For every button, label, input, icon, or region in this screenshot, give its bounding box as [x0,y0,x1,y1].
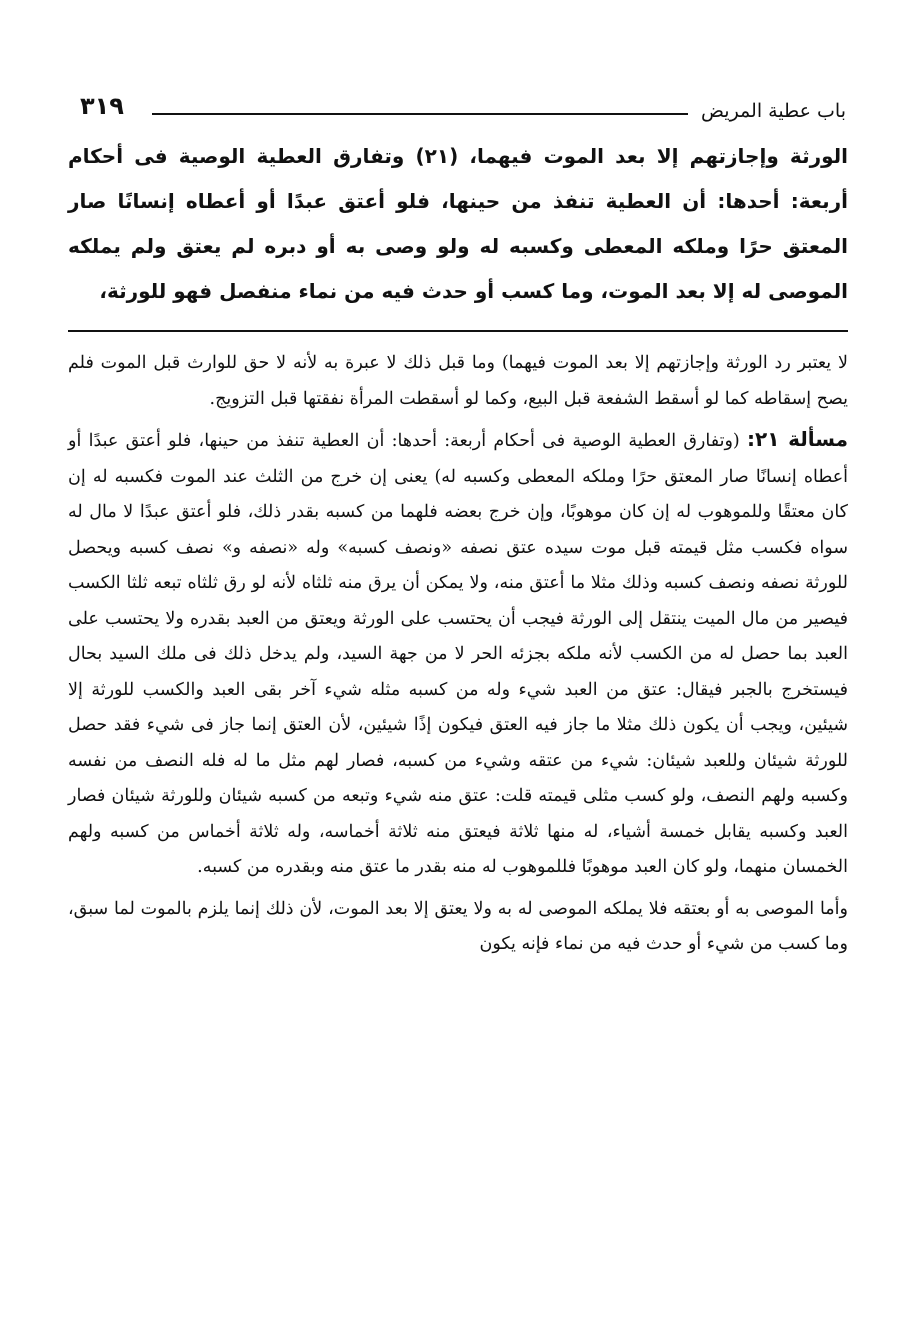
footnote-separator [68,330,848,332]
masala-label: مسألة ٢١: [747,427,848,451]
commentary-paragraph-2 [68,422,848,886]
main-text [68,134,848,314]
commentary [68,346,848,963]
commentary-paragraph-2-body: (وتفارق العطية الوصية فى أحكام أربعة: أحدها: أن العطية تنفذ من حينها، فلو أعتق عبدًا أو أعطاه إنسانًا صار المعتق حرًا وملكه المعطى وكسبه له) يعنى إن خرج من الثلث عند الموت فكسبه له إن كان معتقًا وللموهوب له إن كان موهوبًا، وإن خرج بعضه فلهما من كسبه بقدر ذلك، فلو أعتق عبدًا لا مال له سواه فكسب مثل قيمته قبل موت سيده عتق نصفه «ونصف كسبه» وله «نصفه و» نصف كسبه ويحصل للورثة نصفه ونصف كسبه وذلك مثلا ما أعتق منه، ولا يمكن أن يرق منه ثلثاه لأنه لو رق ثلثاه تبعه ثلثا الكسب فيصير من مال الميت ينتقل إلى الورثة فيجب أن يحتسب على الورثة ويعتق من العبد بقدره ولا يحتسب على العبد بما حصل له من الكسب لأنه ملكه بجزئه الحر لا من جهة السيد، ولم يدخل ذلك فى ملك السيد بحال فيستخرج بالجبر فيقال: عتق من العبد شيء وله من كسبه مثله شيء آخر بقى العبد والكسب للورثة إلا شيئين، ويجب أن يكون ذلك مثلا ما جاز فيه العتق فيكون إذًا شيئين، لأن العتق إنما جاز فى شيء فقد حصل للورثة شيئان وللعبد شيئان: شيء من عتقه وشيء من كسبه، فصار لهم مثل ما له فله النصف من نفسه وكسبه ولهم النصف، ولو كسب مثلى قيمته قلت: عتق منه شيء وتبعه من كسبه شيئان وللورثة شيئان فصار العبد وكسبه يقابل خمسة أشياء، له منها ثلاثة فيعتق منه ثلاثة أخماسه، وله ثلاثة أخماس من كسبه ولهم الخمسان منهما، ولو كان العبد موهوبًا فللموهوب له منه بقدر ما عتق منه وبقدره من كسبه. [68,431,848,877]
running-title: باب عطية المريض [701,100,846,122]
main-text-part1: الورثة وإجازتهم إلا بعد الموت فيهما، [458,144,848,168]
note-number: (٢١) [415,144,459,168]
main-text-part2: وتفارق العطية الوصية فى أحكام أربعة: أحدها: أن العطية تنفذ من حينها، فلو أعتق عبدًا أو أعطاه إنسانًا صار المعتق حرًا وملكه المعطى وكسبه له ولو وصى به أو دبره لم يعتق ولم يملكه الموصى له إلا بعد الموت، وما كسب أو حدث فيه من نماء منفصل فهو للورثة، [68,144,848,303]
page-header [80,92,846,132]
commentary-paragraph-3: وأما الموصى به أو بعتقه فلا يملكه الموصى له به ولا يعتق إلا بعد الموت، لأن ذلك إنما يلزم بالموت لما سبق، وما كسب من شيء أو حدث فيه من نماء فإنه يكون [68,898,848,954]
commentary-paragraph-1: لا يعتبر رد الورثة وإجازتهم إلا بعد الموت فيهما) وما قبل ذلك لا عبرة به لأنه لا حق للوارث قبل الموت فلم يصح إسقاطه كما لو أسقط الشفعة قبل البيع، وكما لو أسقطت المرأة نفقتها قبل التزويج. [68,353,848,409]
page-number: ٣١٩ [80,92,124,120]
header-rule [152,113,688,115]
